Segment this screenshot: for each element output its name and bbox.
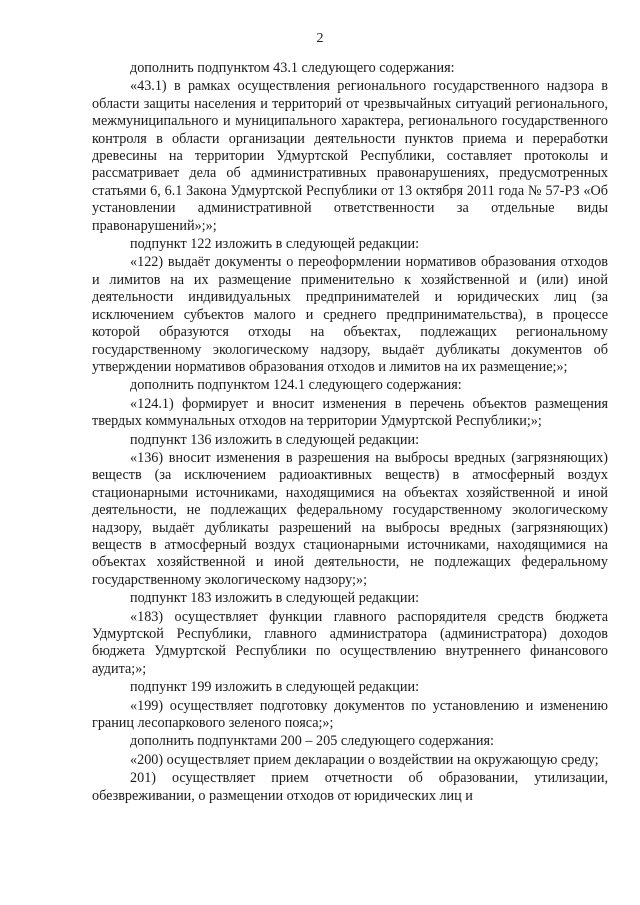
paragraph-subitem-43-1: «43.1) в рамках осуществления регионального государственного надзора в области защиты населения и территорий от чрезвычайных ситуаций регионального, межмуниципального и муниципального характера, регионального государственного контроля в области организации деятельности пунктов приема и переработки древесины на территории Удмуртской Республики, составляет протоколы и рассматривает дела об административных правонарушениях, предусмотренных статьями 6, 6.1 Закона Удмуртской Республики от 13 октября 2011 года № 57-РЗ «Об установлении административной ответственности за отдельные виды правонарушений»;»;	[92, 78, 608, 234]
paragraph-subitem-124-1: «124.1) формирует и вносит изменения в перечень объектов размещения твердых коммунальных отходов на территории Удмуртской Республики;»;	[92, 395, 608, 430]
paragraph-intro-122: подпункт 122 изложить в следующей редакции:	[130, 236, 420, 253]
paragraph-intro-200-205: дополнить подпунктами 200 – 205 следующего содержания:	[130, 733, 494, 750]
paragraph-subitem-136: «136) вносит изменения в разрешения на выбросы вредных (загрязняющих) веществ (за исключением радиоактивных веществ) в атмосферный воздух стационарными источниками, находящимися на объектах хозяйственной и иной деятельности, не подлежащих федеральному государственному экологическому надзору, выдаёт дубликаты разрешений на выбросы вредных (загрязняющих) веществ в атмосферный воздух стационарными источниками, находящимися на объектах хозяйственной и иной деятельности, не подлежащих федеральному государственному экологическому надзору;»;	[92, 449, 608, 588]
paragraph-intro-183: подпункт 183 изложить в следующей редакции:	[130, 590, 420, 607]
paragraph-intro-124-1: дополнить подпунктом 124.1 следующего содержания:	[130, 377, 462, 394]
paragraph-subitem-122: «122) выдаёт документы о переоформлении нормативов образования отходов и лимитов на их размещение применительно к хозяйственной и (или) иной деятельности индивидуальных предпринимателей и юридических лиц (за исключением субъектов малого и среднего предпринимательства), в процессе которой образуются отходы на объектах, подлежащих региональному государственному экологическому надзору, выдаёт дубликаты документов об утверждении нормативов образования отходов и лимитов на их размещение;»;	[92, 254, 608, 375]
document-body	[92, 60, 608, 805]
paragraph-intro-43-1: дополнить подпунктом 43.1 следующего содержания:	[130, 60, 455, 76]
paragraph-intro-136: подпункт 136 изложить в следующей редакции:	[130, 431, 420, 448]
paragraph-intro-199: подпункт 199 изложить в следующей редакции:	[130, 679, 420, 696]
paragraph-subitem-183: «183) осуществляет функции главного распорядителя средств бюджета Удмуртской Республики, главного администратора (администратора) доходов бюджета Удмуртской Республики по осуществлению внутреннего финансового аудита;»;	[92, 608, 608, 677]
paragraph-subitem-201: 201) осуществляет прием отчетности об образовании, утилизации, обезвреживании, о размещении отходов от юридических лиц и	[92, 770, 608, 804]
page-number: 2	[316, 31, 324, 46]
paragraph-subitem-199: «199) осуществляет подготовку документов по установлению и изменению границ лесопаркового зеленого пояса;»;	[92, 697, 608, 732]
paragraph-subitem-200: «200) осуществляет прием декларации о воздействии на окружающую среду;	[130, 751, 599, 768]
